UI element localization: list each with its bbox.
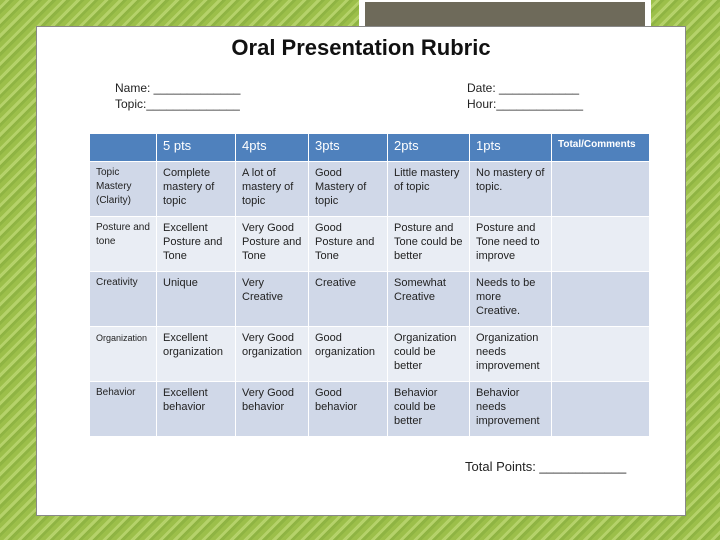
top-tab-fill xyxy=(365,2,645,28)
table-cell: Excellent Posture and Tone xyxy=(157,217,236,272)
table-row xyxy=(90,217,650,272)
table-cell: Creative xyxy=(309,272,388,327)
header-cell-total-comments: Total/Comments xyxy=(552,134,650,162)
table-cell: Posture and Tone could be better xyxy=(388,217,470,272)
criterion-cell: Behavior xyxy=(90,382,157,437)
date-field: Date: ____________ xyxy=(467,81,580,95)
header-cell-4pts: 4pts xyxy=(236,134,309,162)
header-cell-3pts: 3pts xyxy=(309,134,388,162)
table-row xyxy=(90,272,650,327)
criterion-cell: Topic Mastery (Clarity) xyxy=(90,162,157,217)
topic-field: Topic:______________ xyxy=(115,97,240,111)
table-cell: Organization could be better xyxy=(388,327,470,382)
header-cell-criterion xyxy=(90,134,157,162)
table-cell: Very Good Posture and Tone xyxy=(236,217,309,272)
table-cell: Little mastery of topic xyxy=(388,162,470,217)
header-cell-1pts: 1pts xyxy=(470,134,552,162)
table-cell: Organization needs improvement xyxy=(470,327,552,382)
table-cell: Behavior needs improvement xyxy=(470,382,552,437)
table-cell: Good Mastery of topic xyxy=(309,162,388,217)
table-cell: No mastery of topic. xyxy=(470,162,552,217)
comment-cell xyxy=(552,382,650,437)
comment-cell xyxy=(552,272,650,327)
header-cell-5pts: 5 pts xyxy=(157,134,236,162)
table-cell: Needs to be more Creative. xyxy=(470,272,552,327)
table-cell: A lot of mastery of topic xyxy=(236,162,309,217)
total-points-field: Total Points: ____________ xyxy=(465,459,627,474)
comment-cell xyxy=(552,217,650,272)
rubric-table xyxy=(89,133,650,437)
table-cell: Posture and Tone need to improve xyxy=(470,217,552,272)
table-cell: Good organization xyxy=(309,327,388,382)
hour-field: Hour:_____________ xyxy=(467,97,584,111)
table-cell: Unique xyxy=(157,272,236,327)
table-cell: Behavior could be better xyxy=(388,382,470,437)
criterion-cell: Creativity xyxy=(90,272,157,327)
header-row xyxy=(90,134,650,162)
comment-cell xyxy=(552,162,650,217)
page-title: Oral Presentation Rubric xyxy=(231,35,491,60)
table-row xyxy=(90,162,650,217)
criterion-cell: Posture and tone xyxy=(90,217,157,272)
header-cell-2pts: 2pts xyxy=(388,134,470,162)
table-cell: Very Creative xyxy=(236,272,309,327)
table-cell: Good behavior xyxy=(309,382,388,437)
table-cell: Excellent organization xyxy=(157,327,236,382)
table-cell: Good Posture and Tone xyxy=(309,217,388,272)
name-field: Name: _____________ xyxy=(115,81,241,95)
table-row xyxy=(90,382,650,437)
criterion-cell: Organization xyxy=(90,327,157,382)
table-row xyxy=(90,327,650,382)
table-cell: Very Good organization xyxy=(236,327,309,382)
comment-cell xyxy=(552,327,650,382)
table-cell: Somewhat Creative xyxy=(388,272,470,327)
table-cell: Excellent behavior xyxy=(157,382,236,437)
table-cell: Very Good behavior xyxy=(236,382,309,437)
table-cell: Complete mastery of topic xyxy=(157,162,236,217)
rubric-page xyxy=(36,26,686,516)
